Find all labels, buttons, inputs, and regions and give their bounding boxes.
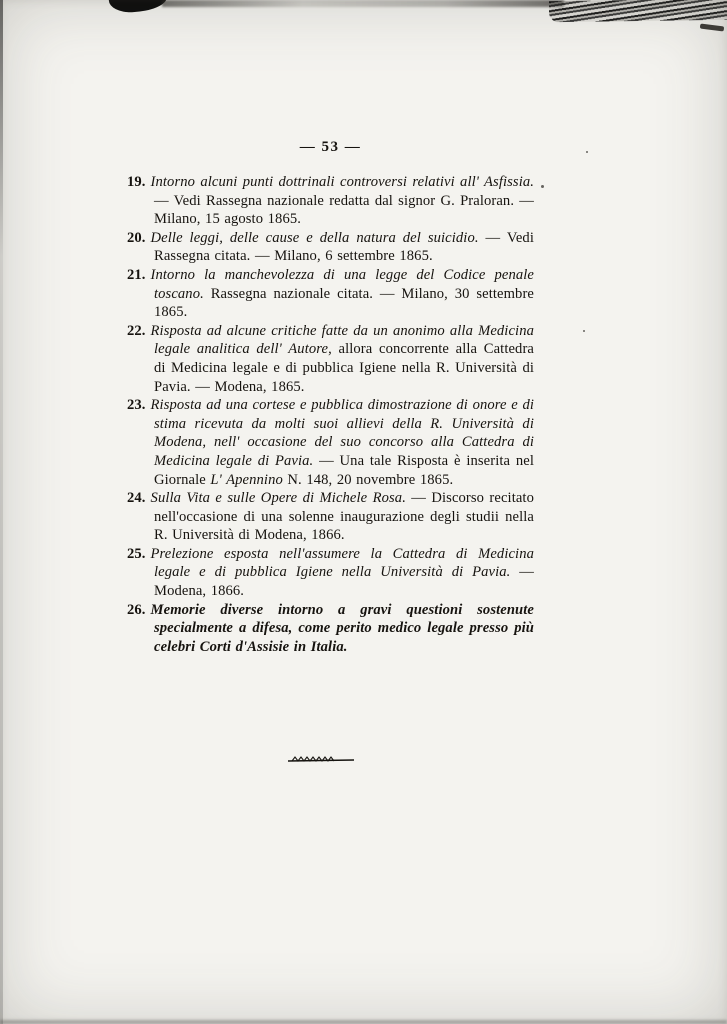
bibliography-entry [127, 322, 534, 396]
bibliography-entry [127, 489, 534, 545]
entry-text-segment: Delle leggi, delle cause e della natura del suicidio. [150, 229, 479, 246]
entry-text-segment: Risposta ad una cortese e pubblica dimostrazione di onore e di stima ricevuta da molti suoi allievi della R. Università di Modena, nell' occasione del suo concorso alla Cattedra di Medicina legale di Pavia. [150, 397, 534, 469]
entry-text-segment: — Una tale Risposta è inserita nel Giornale [154, 452, 534, 488]
entry-number: 19. [127, 174, 146, 190]
entry-number: 25. [127, 545, 146, 562]
entry-number: 23. [127, 397, 146, 414]
squiggle-rule-icon [286, 753, 356, 767]
entry-text-segment: Memorie diverse intorno a gravi questioni sostenute specialmente a difesa, come perito medico legale presso più celebri Corti d'Assisie in Italia. [150, 601, 534, 655]
scan-artifact-top-right-band [549, 0, 727, 22]
scan-speck [541, 185, 544, 188]
entry-text-segment: Intorno alcuni punti dottrinali controversi relativi all' Asfissia. [150, 174, 534, 190]
entry-text-segment: — Vedi Rassegna citata. — Milano, 6 settembre 1865. [154, 229, 534, 265]
scan-artifact-left-edge [0, 0, 3, 1024]
entry-text-segment: Intorno la manchevolezza di una legge del Codice penale toscano. [150, 266, 534, 302]
bibliography-entry [127, 266, 534, 322]
entry-number: 24. [127, 490, 146, 507]
entry-number: 20. [127, 229, 146, 246]
page-number: — 53 — [299, 139, 362, 155]
entry-text-segment: N. 148, 20 novembre 1865. [282, 471, 454, 488]
ornament-squiggle-rule [286, 753, 356, 767]
entry-text-segment: Sulla Vita e sulle Opere di Michele Rosa. [150, 490, 406, 507]
bibliography-entry [127, 601, 534, 657]
entry-text-segment: Prelezione esposta nell'assumere la Cattedra di Medicina legale e di pubblica Igiene nella Università di Pavia. [150, 545, 534, 581]
entry-text-segment: — Vedi Rassegna nazionale redatta dal signor G. Praloran. — Milano, 15 agosto 1865. [154, 192, 534, 228]
entry-text-segment: Risposta ad alcune critiche fatte da un anonimo alla Medicina legale analitica dell' Autore [150, 322, 534, 358]
bibliography-list [127, 173, 534, 656]
entry-text-segment: Rassegna nazionale citata. — Milano, 30 settembre 1865. [154, 285, 534, 321]
scan-speck [586, 151, 588, 153]
entry-number: 26. [127, 601, 146, 618]
entry-number: 22. [127, 322, 146, 339]
scan-artifact-top-band [162, 0, 564, 7]
scan-speck [583, 330, 585, 332]
entry-text-segment: L' Apennino [210, 471, 283, 488]
entry-text-segment: , allora concorrente alla Cattedra di Medicina legale e di pubblica Igiene nella R. Università di Pavia. — Modena, 1865. [154, 341, 534, 395]
entry-text-segment: — Discorso recitato nell'occasione di una solenne inaugurazione degli studii nella R. Università di Modena, 1866. [154, 490, 534, 544]
bibliography-entry [127, 173, 534, 229]
bibliography-entry [127, 229, 534, 266]
scan-artifact-right-dash [700, 24, 724, 32]
bibliography-entry [127, 545, 534, 601]
page-content [127, 139, 534, 656]
entry-text-segment: — Modena, 1866. [154, 564, 534, 600]
scan-artifact-bottom-edge [0, 1020, 727, 1024]
entry-number: 21. [127, 266, 146, 283]
scan-artifact-top-left-blob [109, 0, 168, 13]
bibliography-entry [127, 396, 534, 489]
